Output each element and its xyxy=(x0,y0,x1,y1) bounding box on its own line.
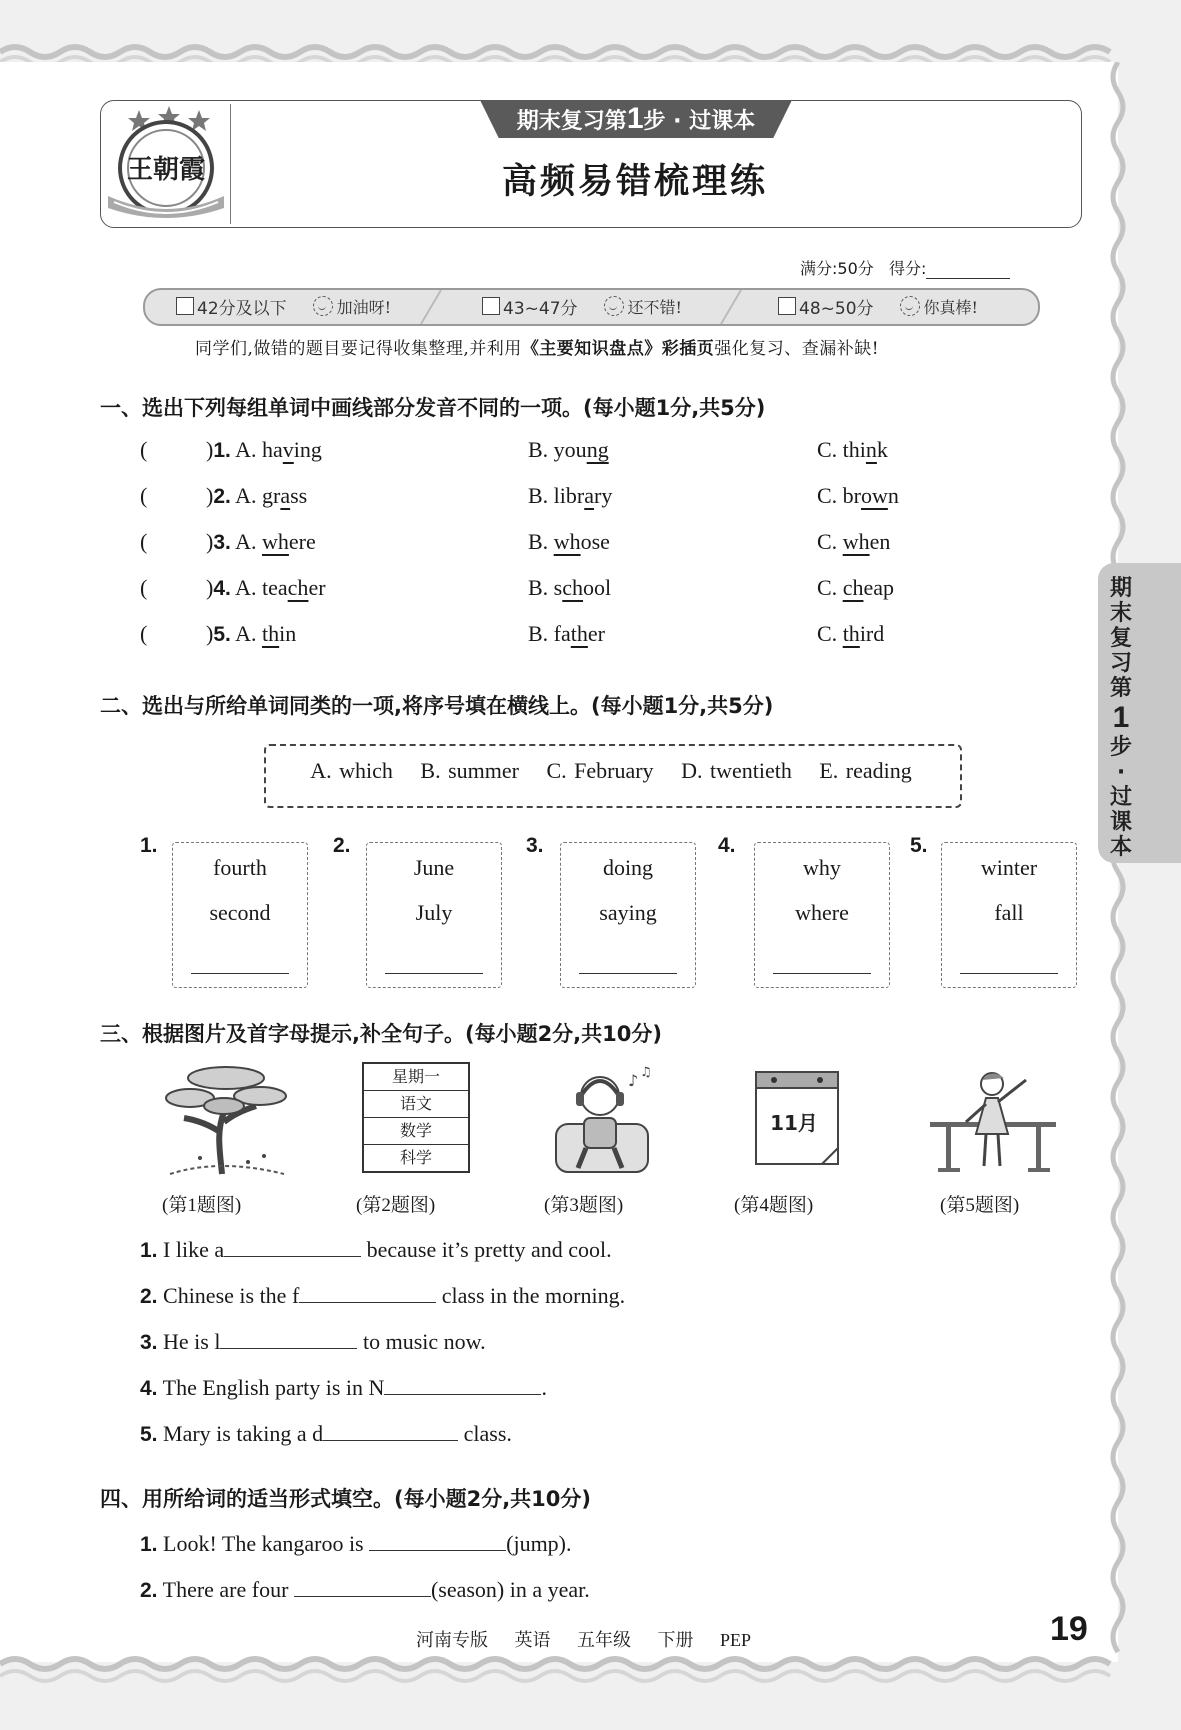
opt-a-post: ing xyxy=(293,437,322,462)
grade-option-1 xyxy=(176,294,391,318)
answer-paren-close: ) xyxy=(206,575,214,600)
logo-divider xyxy=(230,104,231,224)
card-word-1: June xyxy=(413,855,455,880)
svg-text:王朝霞: 王朝霞 xyxy=(126,155,206,185)
sentence-pre: The English party is in N xyxy=(162,1375,385,1400)
answer-blank[interactable] xyxy=(224,1236,361,1257)
opt-c-post: eap xyxy=(863,575,894,600)
opt-b-underlined: wh xyxy=(553,529,581,554)
svg-text:♪: ♪ xyxy=(628,1071,639,1090)
word-bank-option: C. February xyxy=(546,758,654,783)
answer-paren-open[interactable]: ( xyxy=(140,529,148,554)
card-number: 4. xyxy=(718,834,736,857)
side-char: 习 xyxy=(1109,651,1132,676)
opt-b-pre: B. libr xyxy=(528,483,585,508)
question-number: 2. xyxy=(213,485,231,508)
notice-text xyxy=(195,334,879,359)
opt-a-post: er xyxy=(308,575,326,600)
opt-b-underlined: th xyxy=(570,621,588,646)
answer-blank[interactable] xyxy=(220,1328,357,1349)
grade-checkbox-1[interactable] xyxy=(176,297,194,315)
answer-paren-open[interactable]: ( xyxy=(140,621,148,646)
calendar-picture xyxy=(752,1062,842,1172)
section-4-title: 四、用所给词的适当形式填空。(每小题2分,共10分) xyxy=(100,1487,592,1511)
answer-blank[interactable] xyxy=(299,1282,436,1303)
ribbon-step-number: 1 xyxy=(626,102,644,135)
question-number: 1. xyxy=(140,1533,158,1556)
card-word-2: saying xyxy=(599,900,657,925)
sentence-pre: I like a xyxy=(163,1237,225,1262)
opt-b-post: ose xyxy=(580,529,610,554)
footer-subject: 英语 xyxy=(514,1630,551,1651)
answer-blank[interactable] xyxy=(323,1420,458,1441)
opt-a-underlined: a xyxy=(280,483,291,508)
answer-paren-close: ) xyxy=(206,483,214,508)
card-word-2: July xyxy=(415,900,453,925)
card-word-1: winter xyxy=(980,855,1038,880)
opt-c-post: n xyxy=(887,483,899,508)
picture-caption-3: (第3题图) xyxy=(544,1195,624,1216)
notice-part-1: 同学们,做错的题目要记得收集整理,并利用 xyxy=(195,339,522,359)
card-number: 1. xyxy=(140,834,158,857)
word-card-3 xyxy=(560,842,696,988)
answer-blank[interactable] xyxy=(960,973,1058,974)
sentence-post: (jump). xyxy=(506,1531,572,1556)
opt-b-pre: B. xyxy=(528,529,554,554)
publisher-logo xyxy=(104,104,228,222)
answer-blank[interactable] xyxy=(385,973,483,974)
section-2-title: 二、选出与所给单词同类的一项,将序号填在横线上。(每小题1分,共5分) xyxy=(100,694,774,718)
girl-dancing-picture xyxy=(926,1062,1060,1180)
question-number: 4. xyxy=(140,1377,158,1400)
opt-a-post: ss xyxy=(290,483,308,508)
question-number: 3. xyxy=(213,531,231,554)
opt-b-underlined: a xyxy=(584,483,594,508)
opt-b-post: ry xyxy=(594,483,613,508)
svg-text:♫: ♫ xyxy=(640,1065,652,1080)
answer-paren-open[interactable]: ( xyxy=(140,575,148,600)
footer xyxy=(416,1626,773,1652)
opt-a-post: in xyxy=(279,621,297,646)
opt-a-post: ere xyxy=(288,529,316,554)
sentence-post: to music now. xyxy=(362,1329,486,1354)
word-card-2 xyxy=(366,842,502,988)
side-char: 步 xyxy=(1109,735,1132,760)
opt-b-underlined: ng xyxy=(586,437,609,462)
grade-range-1: 42分及以下 xyxy=(197,298,287,319)
opt-b-pre: B. you xyxy=(528,437,587,462)
opt-a-pre: A. xyxy=(235,621,263,646)
grade-comment-3: 你真棒! xyxy=(923,297,978,317)
picture-caption-5: (第5题图) xyxy=(940,1195,1020,1216)
side-char: 复 xyxy=(1109,626,1132,651)
card-number: 5. xyxy=(910,834,928,857)
full-score-label: 满分:50分 xyxy=(800,259,874,278)
grade-checkbox-2[interactable] xyxy=(482,297,500,315)
answer-blank[interactable] xyxy=(369,1530,506,1551)
grade-comment-2: 还不错! xyxy=(627,297,682,317)
s1-question-3 xyxy=(140,529,1020,559)
s3-question-2 xyxy=(140,1282,625,1309)
s4-question-1 xyxy=(140,1530,572,1557)
opt-c-underlined: th xyxy=(842,621,860,646)
section-3-title: 三、根据图片及首字母提示,补全句子。(每小题2分,共10分) xyxy=(100,1022,662,1046)
grade-option-2 xyxy=(482,294,682,318)
side-char: 第 xyxy=(1109,676,1132,701)
opt-c-post: ird xyxy=(859,621,885,646)
card-word-1: fourth xyxy=(213,855,267,880)
opt-b-pre: B. s xyxy=(528,575,563,600)
s1-question-2 xyxy=(140,483,1020,513)
opt-a-underlined: wh xyxy=(262,529,289,554)
question-number: 1. xyxy=(140,1239,158,1262)
opt-c-post: en xyxy=(869,529,891,554)
ribbon-suffix: 步 · 过课本 xyxy=(643,109,756,134)
side-char: 末 xyxy=(1109,601,1132,626)
step-ribbon-text xyxy=(480,102,792,136)
opt-a-pre: A. gr xyxy=(235,483,281,508)
word-bank-option: A. which xyxy=(310,758,393,783)
notice-bold: 《主要知识盘点》彩插页 xyxy=(521,339,715,359)
grade-range-2: 43~47分 xyxy=(503,298,578,319)
answer-paren-close: ) xyxy=(206,621,214,646)
opt-b-post: ool xyxy=(583,575,612,600)
schedule-table xyxy=(362,1062,470,1173)
schedule-cell: 语文 xyxy=(364,1091,468,1118)
card-number: 3. xyxy=(526,834,544,857)
smiley-icon xyxy=(313,296,333,316)
opt-b-pre: B. fa xyxy=(528,621,571,646)
footer-version: PEP xyxy=(720,1630,752,1650)
sentence-pre: There are four xyxy=(162,1577,289,1602)
s1-question-4 xyxy=(140,575,1020,605)
word-bank-option: B. summer xyxy=(420,758,519,783)
opt-a-pre: A. tea xyxy=(235,575,288,600)
opt-a-underlined: v xyxy=(282,437,294,462)
question-number: 1. xyxy=(213,439,231,462)
opt-a-underlined: th xyxy=(262,621,280,646)
sentence-pre: Mary is taking a d xyxy=(163,1421,324,1446)
side-step-number: 1 xyxy=(1112,701,1130,734)
question-number: 2. xyxy=(140,1579,158,1602)
answer-blank[interactable] xyxy=(191,973,289,974)
opt-c-underlined: ch xyxy=(842,575,864,600)
word-bank xyxy=(264,758,958,784)
footer-volume: 下册 xyxy=(657,1630,694,1651)
picture-caption-4: (第4题图) xyxy=(734,1195,814,1216)
opt-a-pre: A. xyxy=(235,529,263,554)
s3-question-3 xyxy=(140,1328,486,1355)
smiley-icon xyxy=(604,296,624,316)
grade-option-3 xyxy=(778,294,978,318)
sentence-post: (season) in a year. xyxy=(430,1577,590,1602)
grade-comment-1: 加油呀! xyxy=(336,297,392,317)
score-label: 得分: xyxy=(889,259,927,278)
opt-a-underlined: ch xyxy=(287,575,309,600)
word-card-4 xyxy=(754,842,890,988)
s3-question-1 xyxy=(140,1236,612,1263)
opt-c-pre: C. br xyxy=(817,483,861,508)
footer-grade: 五年级 xyxy=(577,1630,631,1651)
grade-checkbox-3[interactable] xyxy=(778,297,796,315)
answer-paren-close: ) xyxy=(206,437,214,462)
smiley-icon xyxy=(900,296,920,316)
card-number: 2. xyxy=(333,834,351,857)
sentence-pre: He is l xyxy=(163,1329,221,1354)
word-bank-option: E. reading xyxy=(819,758,912,783)
grade-range-3: 48~50分 xyxy=(799,298,874,319)
card-word-2: second xyxy=(209,900,271,925)
sentence-pre: Look! The kangaroo is xyxy=(163,1531,364,1556)
opt-c-pre: C. thi xyxy=(817,437,866,462)
side-char: 课 xyxy=(1109,810,1132,835)
question-number: 5. xyxy=(140,1423,158,1446)
answer-blank[interactable] xyxy=(384,1374,541,1395)
word-bank-option: D. twentieth xyxy=(681,758,792,783)
answer-blank[interactable] xyxy=(773,973,871,974)
opt-c-pre: C. xyxy=(817,575,843,600)
schedule-cell: 科学 xyxy=(399,1148,432,1167)
opt-c-underlined: ow xyxy=(861,483,888,508)
page-title: 高频易错梳理练 xyxy=(501,162,768,202)
question-number: 5. xyxy=(213,623,231,646)
opt-c-underlined: wh xyxy=(842,529,870,554)
sentence-post: class in the morning. xyxy=(441,1283,626,1308)
picture-caption-2: (第2题图) xyxy=(356,1195,436,1216)
schedule-cell: 星期一 xyxy=(364,1064,468,1091)
opt-b-post: er xyxy=(587,621,605,646)
answer-paren-open[interactable]: ( xyxy=(140,437,148,462)
card-word-1: doing xyxy=(602,855,654,880)
page-number: 19 xyxy=(1050,1610,1088,1648)
score-line xyxy=(800,256,1010,279)
side-char: · xyxy=(1116,760,1126,785)
word-card-1 xyxy=(172,842,308,988)
s3-question-4 xyxy=(140,1374,547,1401)
opt-c-underlined: n xyxy=(865,437,877,462)
opt-b-underlined: ch xyxy=(562,575,584,600)
notice-part-2: 强化复习、查漏补缺! xyxy=(714,339,880,359)
question-number: 3. xyxy=(140,1331,158,1354)
side-tab-text xyxy=(1102,576,1140,860)
card-word-1: why xyxy=(803,855,841,880)
answer-blank[interactable] xyxy=(294,1576,431,1597)
sentence-post: class. xyxy=(463,1421,512,1446)
schedule-cell: 数学 xyxy=(364,1118,468,1145)
s4-question-2 xyxy=(140,1576,590,1603)
answer-blank[interactable] xyxy=(579,973,677,974)
question-number: 2. xyxy=(140,1285,158,1308)
s3-question-5 xyxy=(140,1420,512,1447)
ribbon-prefix: 期末复习第 xyxy=(516,109,627,134)
tree-picture xyxy=(160,1062,290,1180)
sentence-pre: Chinese is the f xyxy=(163,1283,300,1308)
s1-question-5 xyxy=(140,621,1020,651)
s1-question-1 xyxy=(140,437,1020,467)
opt-c-pre: C. xyxy=(817,529,843,554)
side-char: 期 xyxy=(1109,576,1132,601)
card-word-2: where xyxy=(795,900,849,925)
calendar-label: 11月 xyxy=(770,1111,818,1135)
card-word-2: fall xyxy=(994,900,1024,925)
answer-paren-close: ) xyxy=(206,529,214,554)
boy-listening-picture xyxy=(548,1062,658,1180)
side-char: 过 xyxy=(1109,785,1132,810)
answer-paren-open[interactable]: ( xyxy=(140,483,148,508)
side-char: 本 xyxy=(1109,835,1132,860)
opt-c-pre: C. xyxy=(817,621,843,646)
footer-edition: 河南专版 xyxy=(416,1630,488,1651)
bottom-wave-border xyxy=(0,1650,1181,1730)
sentence-post: because it’s pretty and cool. xyxy=(366,1237,612,1262)
question-number: 4. xyxy=(213,577,231,600)
opt-a-pre: A. ha xyxy=(235,437,283,462)
sentence-post: . xyxy=(541,1375,547,1400)
section-1-title: 一、选出下列每组单词中画线部分发音不同的一项。(每小题1分,共5分) xyxy=(100,396,766,420)
score-blank[interactable] xyxy=(926,262,1010,279)
opt-c-post: k xyxy=(876,437,888,462)
picture-caption-1: (第1题图) xyxy=(162,1195,242,1216)
word-card-5 xyxy=(941,842,1077,988)
